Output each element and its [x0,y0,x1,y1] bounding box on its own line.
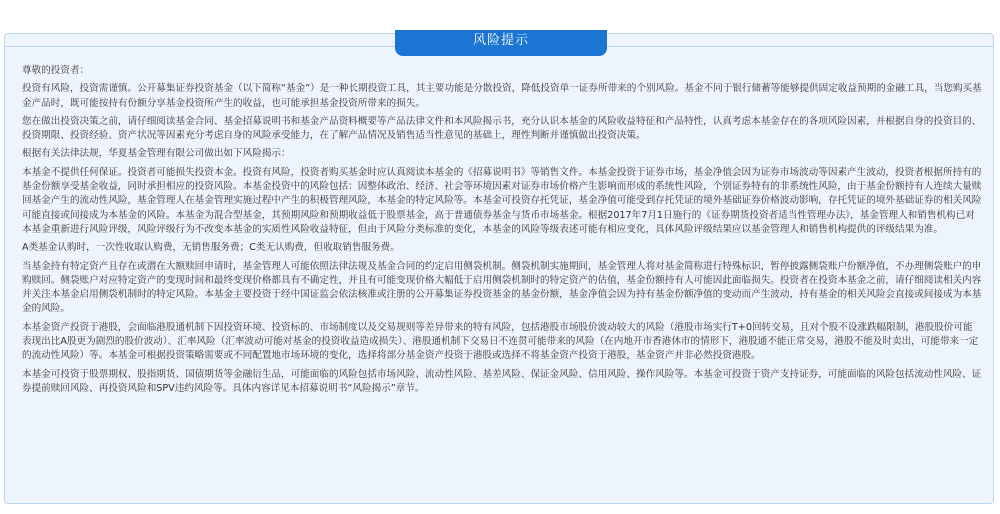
paragraph-decision-advice: 您在做出投资决策之前，请仔细阅读基金合同、基金招募说明书和基金产品资料概要等产品法律文件和本风险揭示书，充分认识本基金的风险收益特征和产品特性，认真考虑本基金存在的各项风险因素，并根据自身的投资目的、投资期限、投资经验、资产状况等因素充分考虑自身的风险承受能力，在了解产品情况及销售适当性意见的基础上，理性判断并谨慎做出投资决策。 [22,115,982,142]
paragraph-fee-classes: A类基金认购时，一次性收取认购费，无销售服务费；C类无认购费，但收取销售服务费。 [22,242,400,254]
paragraph-disclosure-intro: 根据有关法律法规，华夏基金管理有限公司做出如下风险揭示： [22,148,291,160]
greeting: 尊敬的投资者： [22,65,90,76]
panel-title: 风险提示 [395,30,607,56]
paragraph-side-pocket: 当基金持有特定资产且存在或潜在大额赎回申请时，基金管理人可能依照法律法规及基金合同的约定启用侧袋机制。侧袋机制实施期间，基金管理人将对基金简称进行特殊标识，暂停披露侧袋账户份额净值，不办理侧袋账户的申购赎回。侧袋账户对应特定资产的变现时间和最终变现价格都具有不确定性，并且有可能变现价格大幅低于启用侧袋机制时的特定资产的估值，基金份额持有人可能因此面临损失。投资者在投资本基金之前，请仔细阅读相关内容并关注本基金启用侧袋机制时的特定风险。本基金主要投资于经中国证监会依法核准或注册的公开募集证券投资基金的基金份额，基金净值会因为持有基金份额净值的变动而产生波动，持有基金的相关风险会直接或间接成为本基金的风险。 [22,260,982,315]
paragraph-investment-risk: 投资有风险，投资需谨慎。公开募集证券投资基金（以下简称“基金”）是一种长期投资工具，其主要功能是分散投资，降低投资单一证券所带来的个别风险。基金不同于银行储蓄等能够提供固定收益预期的金融工具，当您购买基金产品时，既可能按持有份额分享基金投资所产生的收益，也可能承担基金投资所带来的损失。 [22,83,982,109]
risk-notice-content [22,64,982,400]
paragraph-derivatives-risk: 本基金可投资于股票期权、股指期货、国债期货等金融衍生品，可能面临的风险包括市场风险、流动性风险、基差风险、保证金风险、信用风险、操作风险等。本基金可投资于资产支持证券，可能面临的风险包括流动性风险、证券提前赎回风险、再投资风险和SPV违约风险等。具体内容详见本招募说明书“风险揭示”章节。 [22,368,982,394]
paragraph-hk-stock-risk: 本基金资产投资于港股，会面临港股通机制下因投资环境、投资标的、市场制度以及交易规则等差异带来的特有风险，包括港股市场股价波动较大的风险（港股市场实行T+0回转交易，且对个股不设涨跌幅限制，港股股价可能表现出比A股更为剧烈的股价波动）、汇率风险（汇率波动可能对基金的投资收益造成损失）、港股通机制下交易日不连贯可能带来的风险（在内地开市香港休市的情形下，港股通不能正常交易，港股不能及时卖出，可能带来一定的流动性风险）等。本基金可根据投资策略需要或不同配置地市场环境的变化，选择将部分基金资产投资于港股或选择不将基金资产投资于港股，基金资产并非必然投资港股。 [22,321,979,362]
paragraph-fund-risks: 本基金不提供任何保证。投资者可能损失投资本金。投资有风险，投资者购买基金时应认真阅读本基金的《招募说明书》等销售文件。本基金投资于证券市场，基金净值会因为证券市场波动等因素产生波动，投资者根据所持有的基金份额享受基金收益，同时承担相应的投资风险。本基金投资中的风险包括：因整体政治、经济、社会等环境因素对证券市场价格产生影响而形成的系统性风险，个别证券特有的非系统性风险，由于基金份额持有人连续大量赎回基金产生的流动性风险，基金管理人在基金管理实施过程中产生的积极管理风险，本基金的特定风险等。本基金可投资存托凭证，基金净值可能受到存托凭证的境外基础证券价格波动影响，存托凭证的境外基础证券的相关风险可能直接或间接成为本基金的风险。本基金为混合型基金，其预期风险和预期收益低于股票基金，高于普通债券基金与货币市场基金。根据2017年7月1日施行的《证券期货投资者适当性管理办法》，基金管理人和销售机构已对本基金重新进行风险评级，风险评级行为不改变本基金的实质性风险收益特征，但由于风险分类标准的变化，本基金的风险等级表述可能有相应变化，具体风险评级结果应以基金管理人和销售机构提供的评级结果为准。 [22,166,982,235]
